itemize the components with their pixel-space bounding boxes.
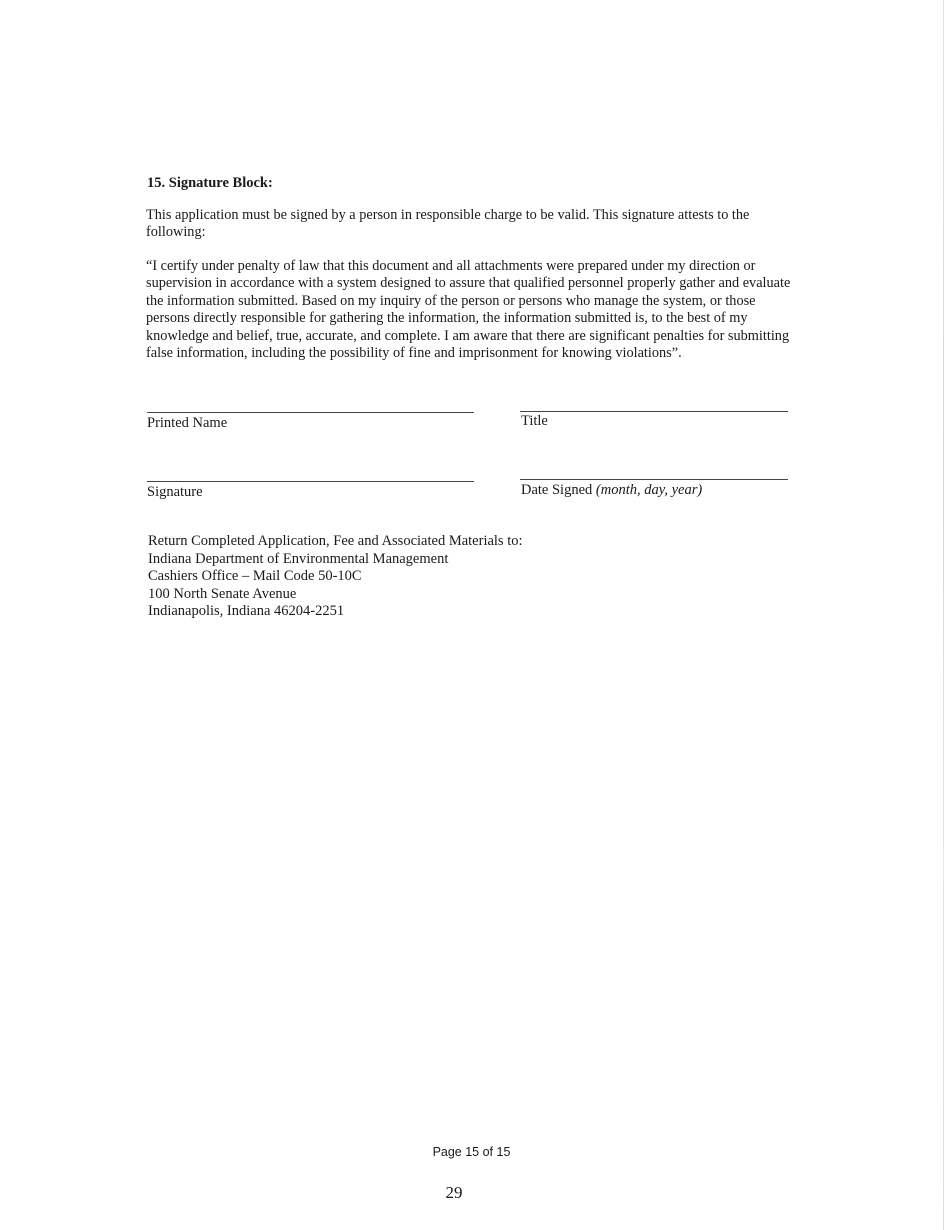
certification-paragraph: “I certify under penalty of law that this document and all attachments were prepared under my direction or supervision in accordance with a system designed to assure that qualified personnel properly gather and evaluate the information submitted. Based on my inquiry of the person or persons who manage the system, or those persons directly responsible for gathering the information, the information submitted is, to the best of my knowledge and belief, true, accurate, and complete. I am aware that there are significant penalties for submitting false information, including the possibility of fine and imprisonment for knowing violations”. xyxy=(146,258,791,362)
printed-name-label: Printed Name xyxy=(147,415,228,431)
page-footer-label: Page 15 of 15 xyxy=(432,1145,511,1159)
return-address-block xyxy=(148,533,523,621)
return-street: 100 North Senate Avenue xyxy=(148,585,297,602)
title-line[interactable] xyxy=(520,411,788,412)
date-signed-label xyxy=(521,482,702,499)
return-office: Cashiers Office – Mail Code 50-10C xyxy=(148,568,362,585)
return-organization: Indiana Department of Environmental Management xyxy=(148,550,449,567)
date-signed-text: Date Signed xyxy=(521,482,593,498)
section-heading: 15. Signature Block: xyxy=(147,175,273,191)
signature-label: Signature xyxy=(147,484,203,500)
scan-edge xyxy=(943,0,944,1230)
return-instruction: Return Completed Application, Fee and Associated Materials to: xyxy=(148,533,523,549)
date-format-hint: (month, day, year) xyxy=(595,482,703,498)
intro-paragraph: This application must be signed by a person in responsible charge to be valid. This signature attests to the following: xyxy=(146,207,750,241)
return-city-state-zip: Indianapolis, Indiana 46204-2251 xyxy=(148,603,345,620)
title-label: Title xyxy=(521,413,548,429)
page-number: 29 xyxy=(445,1183,463,1202)
signature-line[interactable] xyxy=(147,481,474,482)
date-signed-line[interactable] xyxy=(520,479,788,480)
printed-name-line[interactable] xyxy=(147,412,474,413)
